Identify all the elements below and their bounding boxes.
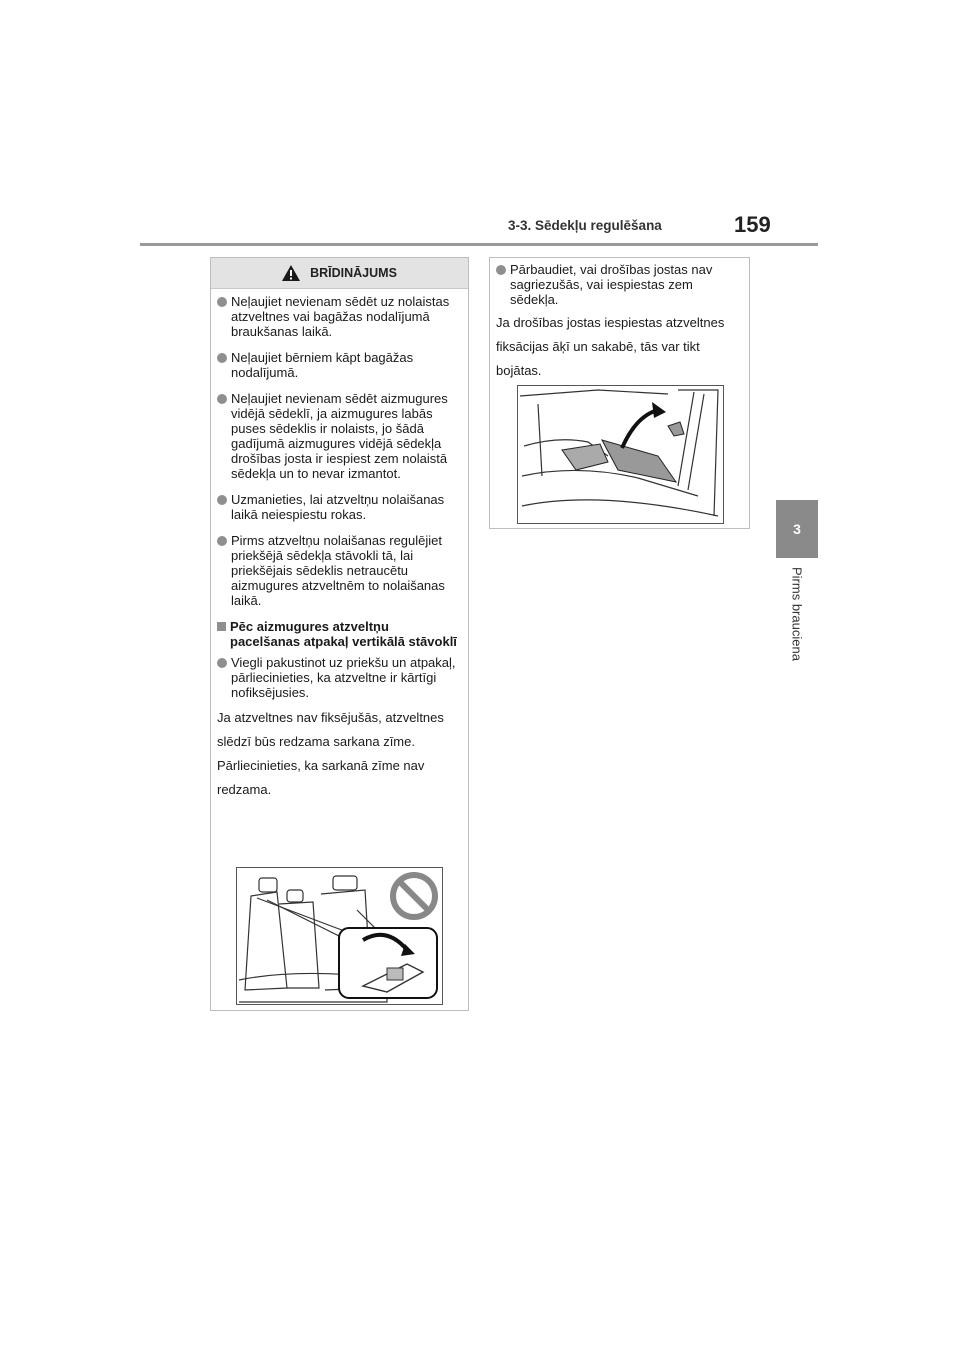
warning-subheading: Pēc aizmugures atzveltņu pacelšanas atpakaļ vertikālā stāvoklī	[217, 619, 462, 649]
warning-bullet: Uzmanieties, lai atzveltņu nolaišanas laikā neiespiestu rokas.	[217, 492, 462, 522]
header-divider	[140, 243, 818, 246]
warning-bullet: Neļaujiet bērniem kāpt bagāžas nodalījumā.	[217, 350, 462, 380]
warning-box	[210, 257, 469, 1011]
chapter-label	[787, 567, 807, 687]
warning-triangle-icon	[282, 265, 300, 281]
chapter-number-tab: 3	[776, 500, 818, 558]
warning-title: BRĪDINĀJUMS	[310, 266, 397, 280]
no-entry-icon	[392, 874, 436, 918]
chapter-title: Pirms brauciena	[789, 567, 805, 661]
page-number: 159	[734, 212, 771, 237]
seatbelt-hook-illustration	[517, 385, 724, 524]
warning-paragraph: Ja atzveltnes nav fiksējušās, atzveltnes slēdzī būs redzama sarkana zīme. Pārliecinieties, ka sarkanā zīme nav redzama.	[217, 710, 444, 797]
warning-header	[211, 258, 468, 289]
section-title: 3-3. Sēdekļu regulēšana	[508, 218, 662, 233]
warning-bullet: Neļaujiet nevienam sēdēt aizmugures vidējā sēdeklī, ja aizmugures labās puses sēdeklis ir nolaists, jo šādā gadījumā aizmugures vidējā sēdekļa drošības josta ir iespiest zem nolaistā sēdekļa un to nevar izmantot.	[217, 391, 462, 481]
warning-bullet: Pirms atzveltņu nolaišanas regulējiet priekšējā sēdekļa stāvokli tā, lai priekšējais sēdeklis netraucētu aizmugures atzveltnēm to nolaišanas laikā.	[217, 533, 462, 608]
note-paragraph: Ja drošības jostas iespiestas atzveltnes fiksācijas āķī un sakabē, tās var tikt bojātas.	[496, 315, 725, 378]
note-bullet: Pārbaudiet, vai drošības jostas nav sagriezušās, vai iespiestas zem sēdekļa.	[496, 262, 743, 307]
seat-lock-illustration	[236, 867, 443, 1005]
seatbelt-note-box	[489, 257, 750, 529]
warning-bullet: Neļaujiet nevienam sēdēt uz nolaistas atzveltnes vai bagāžas nodalījumā braukšanas laikā.	[217, 294, 462, 339]
warning-sub-bullet: Viegli pakustinot uz priekšu un atpakaļ, pārliecinieties, ka atzveltne ir kārtīgi nofiksējusies.	[217, 655, 462, 700]
